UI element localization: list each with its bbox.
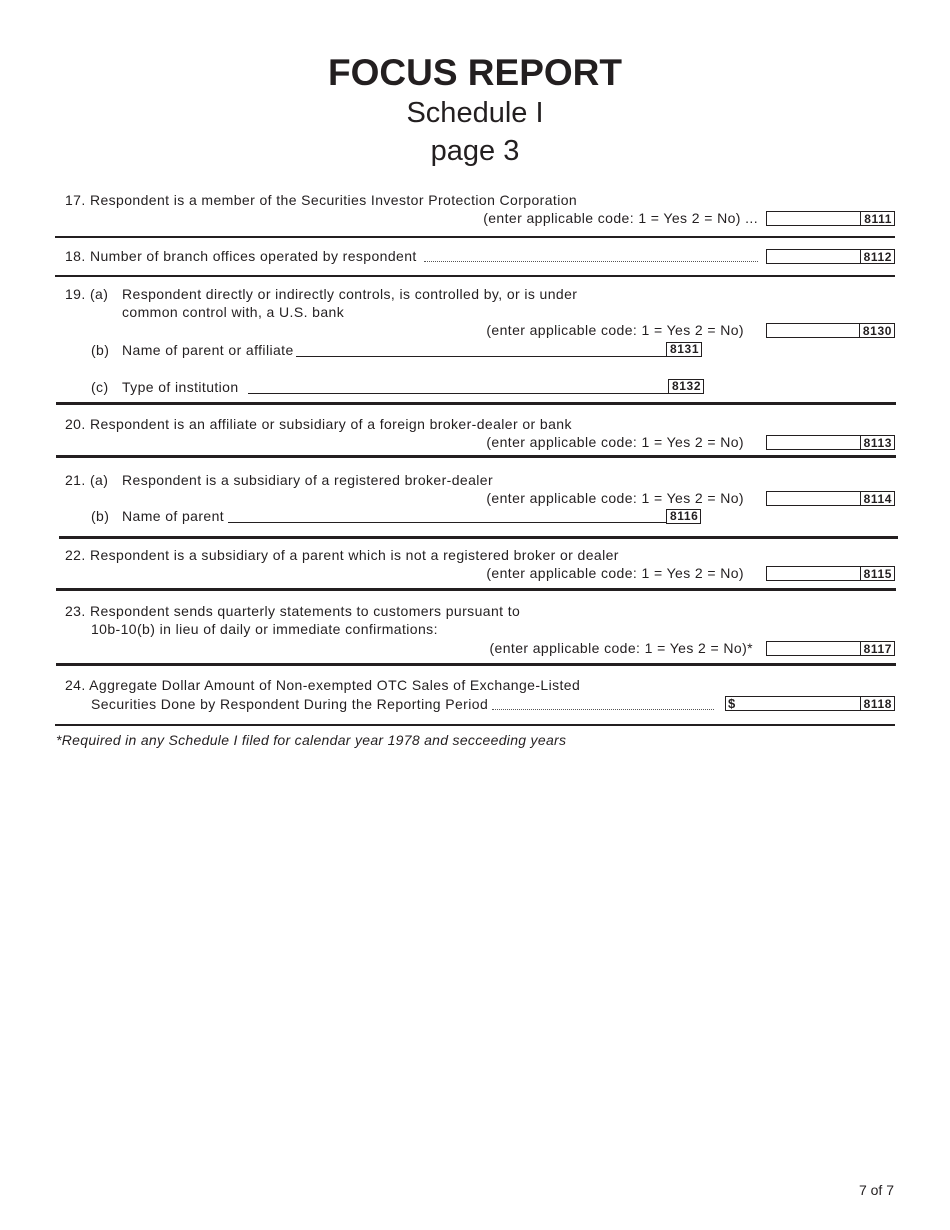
item-18-box-number: 8112 <box>860 249 894 264</box>
item-20-input[interactable] <box>766 435 895 450</box>
divider <box>59 536 898 539</box>
item-21-number: 21. (a) <box>65 472 109 488</box>
divider <box>55 724 895 726</box>
divider <box>56 588 896 591</box>
item-19a-box-number: 8130 <box>859 323 894 338</box>
item-23-code-hint: (enter applicable code: 1 = Yes 2 = No)* <box>489 640 753 656</box>
item-21-code-hint: (enter applicable code: 1 = Yes 2 = No) <box>486 490 744 506</box>
schedule-title: Schedule I <box>406 97 544 129</box>
item-20-box-number: 8113 <box>860 435 894 450</box>
item-19b-label: (b) <box>91 342 110 358</box>
item-19b-input-line[interactable] <box>296 356 666 357</box>
item-23-text-line2: 10b-10(b) in lieu of daily or immediate confirmations: <box>91 621 438 637</box>
item-21b-input-line[interactable] <box>228 522 666 523</box>
item-23-text-line1: 23. Respondent sends quarterly statements to customers pursuant to <box>65 603 521 619</box>
leader-dots <box>424 261 758 262</box>
footnote: *Required in any Schedule I filed for calendar year 1978 and secceeding years <box>56 732 567 748</box>
item-19c-input-line[interactable] <box>248 393 668 394</box>
item-22-code-hint: (enter applicable code: 1 = Yes 2 = No) <box>486 565 744 581</box>
item-21a-text: Respondent is a subsidiary of a registered broker-dealer <box>122 472 494 488</box>
item-19c-box-number: 8132 <box>668 379 704 394</box>
item-21b-text: Name of parent <box>122 508 225 524</box>
dollar-sign: $ <box>728 696 736 711</box>
page-number: 7 of 7 <box>858 1182 894 1198</box>
item-19b-box-number: 8131 <box>666 342 702 357</box>
item-17-code-hint: (enter applicable code: 1 = Yes 2 = No) ... <box>483 210 758 226</box>
item-21b-label: (b) <box>91 508 110 524</box>
item-23-input[interactable] <box>766 641 895 656</box>
item-19a-text-line1: Respondent directly or indirectly controls, is controlled by, or is under <box>122 286 578 302</box>
item-22-text: 22. Respondent is a subsidiary of a parent which is not a registered broker or dealer <box>65 547 619 563</box>
item-24-text-line2: Securities Done by Respondent During the Reporting Period <box>91 696 489 712</box>
page-subtitle: page 3 <box>430 135 520 167</box>
divider <box>56 455 896 458</box>
item-24-text-line1: 24. Aggregate Dollar Amount of Non-exempted OTC Sales of Exchange-Listed <box>65 677 581 693</box>
item-21a-box-number: 8114 <box>860 491 894 506</box>
item-21b-box-number: 8116 <box>666 509 701 524</box>
item-24-box-number: 8118 <box>860 696 894 711</box>
divider <box>55 275 895 277</box>
item-24-input[interactable] <box>725 696 895 711</box>
item-19-code-hint: (enter applicable code: 1 = Yes 2 = No) <box>486 322 744 338</box>
item-17-input[interactable] <box>766 211 895 226</box>
item-18-text: 18. Number of branch offices operated by respondent <box>65 248 417 264</box>
item-22-box-number: 8115 <box>860 566 894 581</box>
item-19c-label: (c) <box>91 379 109 395</box>
item-20-text: 20. Respondent is an affiliate or subsidiary of a foreign broker-dealer or bank <box>65 416 572 432</box>
item-19a-input[interactable] <box>766 323 895 338</box>
divider <box>56 402 896 405</box>
item-18-input[interactable] <box>766 249 895 264</box>
divider <box>55 236 895 238</box>
item-23-box-number: 8117 <box>860 641 894 656</box>
item-21a-input[interactable] <box>766 491 895 506</box>
item-17-text: 17. Respondent is a member of the Securities Investor Protection Corporation <box>65 192 578 208</box>
report-title: FOCUS REPORT <box>328 52 622 93</box>
item-20-code-hint: (enter applicable code: 1 = Yes 2 = No) <box>486 434 744 450</box>
item-22-input[interactable] <box>766 566 895 581</box>
item-17-box-number: 8111 <box>860 211 894 226</box>
item-19-number: 19. (a) <box>65 286 109 302</box>
divider <box>56 663 896 666</box>
item-19c-text: Type of institution <box>122 379 239 395</box>
leader-dots <box>492 709 714 710</box>
item-19a-text-line2: common control with, a U.S. bank <box>122 304 345 320</box>
item-19b-text: Name of parent or affiliate <box>122 342 294 358</box>
